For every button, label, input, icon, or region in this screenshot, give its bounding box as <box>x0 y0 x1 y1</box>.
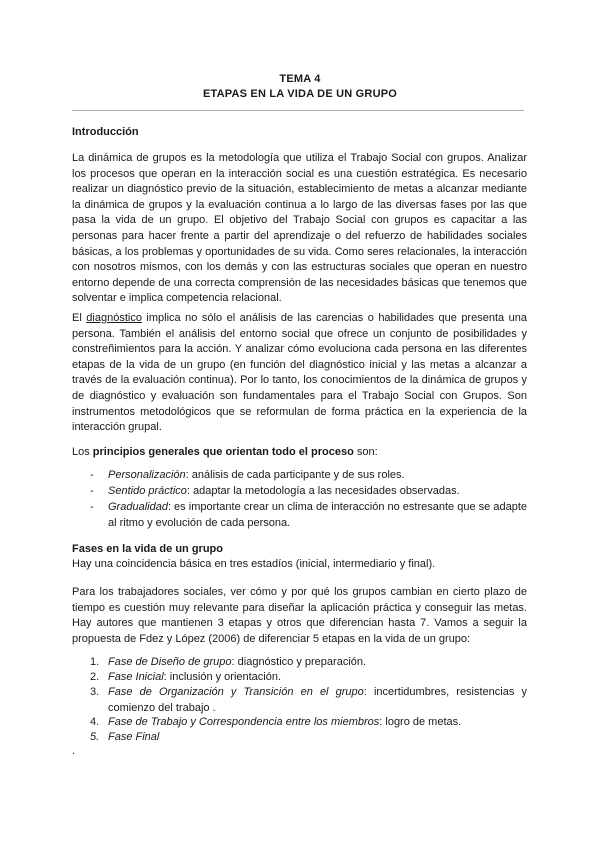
phases-paragraph: Para los trabajadores sociales, ver cómo y por qué los grupos cambian en cierto plazo de tiempo es cuestión muy relevante para diseñar la aplicación práctica y conseguir las metas. Hay autores que mantienen 3 etapas y otros que diferencian hasta 7. Vamos a seguir la propuesta de Fdez y López (2006) de diferenciar 5 etapas en la vida de un grupo: <box>72 586 527 645</box>
intro-paragraph-1: La dinámica de grupos es la metodología que utiliza el Trabajo Social con grupos. Analizar los procesos que operan en la interacción social es una cuestión estratégica. Es necesario realizar un diagnóstico previo de la situación, establecimiento de metas a alcanzar mediante la dinámica de grupos y la evaluación continua a lo largo de las diversas fases por las que pasa la vida de un grupo. El objetivo del Trabajo Social con grupos es capacitar a las personas para hacer frente a partir del aprendizaje o del refuerzo de habilidades sociales básicas, a los problemas y oportunidades de su vida. Como seres relacionales, la interacción con nosotros mismos, con los demás y con las estructuras sociales que operan en nuestro entorno depende de una correcta comprensión de las necesidades básicas que tenemos que solventar e implica competencia relacional. <box>72 152 527 305</box>
trailing-period: . <box>72 745 76 757</box>
page-title: ETAPAS EN LA VIDA DE UN GRUPO <box>202 88 398 100</box>
intro-heading: Introducción <box>72 126 139 138</box>
principle-item: - Personalización: análisis de cada participante y de sus roles. <box>90 469 405 481</box>
phase-item: 3. Fase de Organización y Transición en el grupo: incertidumbres, resistencias y comienzo del trabajo . <box>90 686 527 714</box>
principle-item: - Gradualidad: es importante crear un clima de interacción no estresante que se adapte al ritmo y evolución de cada persona. <box>90 501 527 529</box>
title-divider <box>72 110 524 111</box>
principle-item: - Sentido práctico: adaptar la metodología a las necesidades observadas. <box>90 485 460 497</box>
diagnostico-term: diagnóstico <box>86 312 142 324</box>
phase-item: 4. Fase de Trabajo y Correspondencia entre los miembros: logro de metas. <box>90 716 462 728</box>
principles-intro: Los principios generales que orientan todo el proceso son: <box>72 446 378 458</box>
phase-item: 5. Fase Final <box>90 731 160 743</box>
phase-item: 1. Fase de Diseño de grupo: diagnóstico y preparación. <box>90 656 367 668</box>
intro-paragraph-2: El diagnóstico implica no sólo el análisis de las carencias o habilidades que presenta una persona. También el análisis del entorno social que ofrece un conjunto de posibilidades y constreñimientos para la acción. Y analizar cómo evoluciona cada persona en las diferentes etapas de la vida de un grupo (en función del diagnóstico inicial y las metas a alcanzar a través de la evaluación continua). Por lo tanto, los conocimientos de la dinámica de grupos y de diagnóstico y evaluación son fundamentales para el Trabajo Social con Grupos. Son instrumentos metodológicos que se reformulan de forma práctica en la experiencia de la interacción grupal. <box>72 312 527 434</box>
phase-item: 2. Fase Inicial: inclusión y orientación. <box>90 671 282 683</box>
topic-number: TEMA 4 <box>279 73 321 85</box>
phases-subline: Hay una coincidencia básica en tres estadíos (inicial, intermediario y final). <box>72 558 436 570</box>
phases-heading: Fases en la vida de un grupo <box>72 543 223 555</box>
